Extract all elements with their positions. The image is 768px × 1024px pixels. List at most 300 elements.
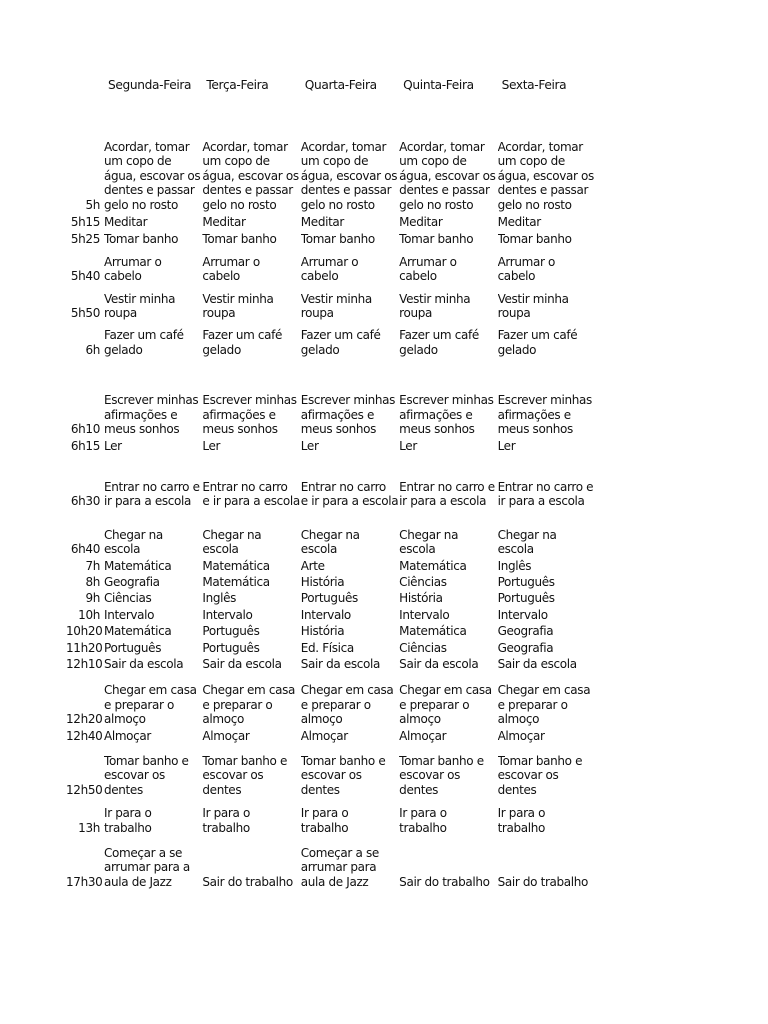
activity-line: Acordar, tomar: [300, 140, 387, 154]
time-cell: 6h40: [70, 542, 100, 557]
table-row: [66, 480, 606, 509]
activity-line: e preparar o: [497, 697, 568, 712]
activity-line: História: [399, 591, 443, 606]
activity-line: Ir para o: [202, 806, 250, 821]
activity-line: Português: [300, 591, 358, 606]
activity-cell: [498, 480, 596, 509]
table-row: [66, 140, 606, 212]
activity-line: Arte: [300, 558, 325, 573]
activity-cell: [104, 754, 202, 797]
activity-line: arrumar para a: [104, 860, 190, 875]
activity-line: e ir para a escola: [202, 494, 300, 509]
activity-line: afirmações e: [202, 407, 276, 422]
activity-line: Entrar no carro: [202, 479, 288, 494]
activity-line: Tomar banho: [202, 232, 277, 247]
activity-line: e preparar o: [399, 697, 470, 712]
activity-line: Fazer um café: [399, 328, 479, 343]
activity-line: almoço: [104, 712, 146, 727]
activity-cell: [498, 575, 596, 589]
activity-cell: [498, 754, 596, 797]
time-cell: 7h: [85, 558, 100, 573]
activity-line: almoço: [497, 712, 540, 727]
activity-cell: [498, 140, 596, 212]
table-row: [66, 846, 606, 889]
time-cell: 12h50: [66, 782, 103, 797]
activity-line: Chegar em casa: [399, 683, 492, 698]
activity-line: Fazer um café: [300, 328, 381, 343]
activity-cell: [399, 559, 497, 573]
table-row: [66, 575, 606, 589]
activity-cell: [301, 255, 399, 284]
activity-line: Entrar no carro: [300, 479, 386, 494]
activity-cell: [498, 232, 596, 246]
activity-line: um copo de: [399, 154, 467, 169]
time-cell: 6h10: [70, 422, 100, 437]
activity-line: Intervalo: [104, 607, 155, 622]
activity-cell: [104, 439, 202, 453]
activity-line: Chegar em casa: [202, 683, 296, 698]
activity-line: afirmações e: [104, 407, 178, 422]
activity-cell: [399, 255, 497, 284]
activity-cell: [399, 232, 497, 246]
activity-cell: [301, 480, 399, 509]
activity-line: Chegar na escola: [202, 527, 262, 557]
activity-line: Ler: [399, 438, 417, 453]
activity-line: Começar a se: [104, 846, 183, 861]
activity-cell: [301, 140, 399, 212]
activity-cell: [104, 528, 202, 557]
activity-line: Acordar, tomar: [399, 140, 485, 154]
schedule-table: [66, 72, 606, 889]
activity-line: Chegar na escola: [497, 527, 557, 557]
activity-line: Ir para o: [300, 806, 349, 821]
table-row: [66, 624, 606, 638]
activity-cell: [301, 393, 399, 436]
activity-cell: [202, 559, 300, 573]
activity-cell: [399, 624, 497, 638]
activity-cell: [498, 393, 596, 436]
activity-cell: [399, 641, 497, 655]
activity-line: escovar os: [202, 768, 264, 783]
activity-line: Matemática: [104, 558, 172, 573]
activity-line: meus sonhos: [104, 422, 180, 437]
activity-line: História: [300, 574, 345, 589]
activity-cell: [202, 806, 300, 835]
activity-cell: [202, 624, 300, 638]
activity-line: Ir para o: [399, 806, 447, 821]
activity-line: Ler: [300, 438, 319, 453]
activity-line: Geografia: [104, 574, 160, 589]
activity-cell: [301, 328, 399, 357]
activity-cell: [104, 806, 202, 835]
activity-line: Matemática: [104, 624, 172, 639]
activity-line: roupa: [497, 306, 531, 321]
activity-line: cabelo: [104, 269, 142, 284]
day-header: Quinta-Feira: [403, 77, 474, 92]
activity-cell: [202, 393, 300, 436]
activity-line: Arrumar o: [399, 254, 457, 269]
activity-line: Português: [202, 624, 260, 639]
activity-line: Sair da escola: [202, 656, 282, 671]
activity-cell: [104, 480, 202, 509]
activity-line: gelado: [104, 342, 143, 357]
time-cell: 5h40: [70, 269, 100, 284]
activity-cell: [104, 729, 202, 743]
day-header: Segunda-Feira: [108, 77, 192, 92]
activity-cell: [202, 608, 300, 622]
activity-line: trabalho: [104, 820, 152, 835]
activity-line: Inglês: [497, 558, 532, 573]
activity-line: meus sonhos: [399, 422, 475, 437]
time-cell: 12h10: [66, 656, 103, 671]
activity-line: cabelo: [497, 269, 536, 284]
activity-cell: [104, 683, 202, 726]
day-header: Terça-Feira: [206, 77, 269, 92]
time-cell: 5h50: [70, 306, 100, 321]
activity-line: afirmações e: [497, 407, 571, 422]
activity-cell: [104, 641, 202, 655]
activity-cell: [202, 657, 300, 671]
activity-cell: [498, 559, 596, 573]
activity-line: Ler: [202, 438, 221, 453]
activity-cell: [104, 657, 202, 671]
activity-line: trabalho: [300, 820, 349, 835]
time-cell: 6h30: [70, 494, 100, 509]
activity-line: Intervalo: [399, 607, 450, 622]
activity-line: Meditar: [497, 215, 541, 230]
activity-line: Entrar no carro e: [399, 479, 495, 494]
activity-line: Escrever minhas: [104, 393, 199, 408]
activity-line: um copo de: [202, 154, 270, 169]
table-row: [66, 608, 606, 622]
activity-cell: [399, 608, 497, 622]
activity-line: Arrumar o: [202, 254, 260, 269]
table-row: [66, 657, 606, 671]
activity-cell: [301, 846, 399, 889]
activity-line: gelado: [202, 342, 241, 357]
activity-line: gelado: [497, 342, 537, 357]
activity-line: Ir para o: [497, 806, 546, 821]
activity-line: Escrever minhas: [202, 393, 297, 408]
activity-line: Tomar banho e: [399, 754, 484, 768]
activity-line: Chegar na escola: [300, 527, 360, 557]
activity-cell: [104, 608, 202, 622]
activity-line: Matemática: [202, 574, 270, 589]
activity-line: roupa: [300, 306, 334, 321]
activity-cell: [104, 591, 202, 605]
time-cell: 5h15: [70, 215, 100, 230]
activity-cell: [301, 729, 399, 743]
activity-line: Ler: [104, 438, 122, 453]
table-row: [66, 806, 606, 835]
activity-line: Português: [497, 591, 555, 606]
activity-line: Almoçar: [202, 728, 250, 743]
activity-line: Geografia: [497, 640, 554, 655]
activity-line: ir para a escola: [399, 494, 487, 509]
activity-cell: [202, 232, 300, 246]
activity-line: Tomar banho: [497, 232, 572, 247]
activity-cell: [301, 439, 399, 453]
activity-line: escovar os: [399, 768, 461, 783]
time-cell: 6h15: [70, 438, 100, 453]
activity-line: dentes e passar: [202, 183, 293, 198]
activity-cell: [202, 575, 300, 589]
activity-cell: [301, 591, 399, 605]
activity-line: Português: [202, 640, 260, 655]
activity-cell: [301, 641, 399, 655]
activity-line: Almoçar: [300, 728, 348, 743]
table-row: [66, 528, 606, 557]
activity-cell: [399, 591, 497, 605]
activity-line: Tomar banho e: [497, 754, 583, 768]
activity-line: meus sonhos: [202, 422, 278, 437]
activity-line: Ciências: [104, 591, 152, 606]
time-cell: 10h: [78, 607, 100, 622]
activity-line: gelo no rosto: [300, 197, 375, 212]
activity-line: gelo no rosto: [497, 197, 572, 212]
activity-line: afirmações e: [399, 407, 473, 422]
activity-line: Meditar: [104, 215, 148, 230]
activity-line: Sair da escola: [497, 656, 577, 671]
activity-line: Ler: [497, 438, 516, 453]
activity-line: escovar os: [497, 768, 559, 783]
activity-line: Ciências: [399, 574, 447, 589]
activity-line: ir para a escola: [104, 494, 191, 509]
activity-cell: [498, 641, 596, 655]
activity-line: Matemática: [202, 558, 270, 573]
activity-line: Vestir minha: [300, 291, 372, 306]
activity-line: Escrever minhas: [399, 393, 494, 408]
activity-cell: [301, 292, 399, 321]
activity-line: Intervalo: [300, 607, 351, 622]
activity-line: Tomar banho: [300, 232, 375, 247]
activity-line: roupa: [104, 306, 137, 321]
activity-cell: [104, 215, 202, 229]
activity-line: Vestir minha: [497, 291, 569, 306]
activity-line: Sair do trabalho: [497, 874, 589, 889]
activity-line: Chegar em casa: [497, 683, 591, 698]
table-row: [66, 559, 606, 573]
activity-cell: [399, 575, 497, 589]
activity-line: dentes: [202, 782, 242, 797]
activity-line: Acordar, tomar: [104, 140, 190, 154]
activity-line: Entrar no carro e: [497, 479, 594, 494]
activity-line: Inglês: [202, 591, 237, 606]
activity-line: e preparar o: [104, 697, 175, 712]
activity-cell: [498, 875, 596, 889]
activity-line: Ir para o: [104, 806, 152, 821]
activity-cell: [399, 328, 497, 357]
activity-cell: [104, 328, 202, 357]
table-row: [66, 683, 606, 726]
activity-cell: [498, 729, 596, 743]
activity-cell: [202, 215, 300, 229]
activity-line: trabalho: [497, 820, 546, 835]
activity-line: Começar a se: [300, 846, 379, 861]
activity-cell: [498, 657, 596, 671]
activity-line: água, escovar os: [399, 168, 496, 183]
activity-line: dentes: [300, 782, 340, 797]
activity-line: Arrumar o: [497, 254, 556, 269]
activity-cell: [202, 480, 300, 509]
activity-line: Vestir minha: [399, 291, 471, 306]
activity-line: Escrever minhas: [497, 393, 592, 408]
activity-cell: [301, 215, 399, 229]
activity-line: água, escovar os: [497, 168, 594, 183]
activity-line: água, escovar os: [104, 168, 201, 183]
activity-line: e preparar o: [300, 697, 371, 712]
schedule-rows: [66, 140, 606, 889]
activity-cell: [202, 754, 300, 797]
activity-line: aula de Jazz: [300, 874, 369, 889]
activity-line: Arrumar o: [104, 254, 162, 269]
activity-line: Geografia: [497, 624, 554, 639]
activity-line: trabalho: [202, 820, 250, 835]
time-cell: 11h20: [66, 640, 103, 655]
activity-line: Tomar banho: [104, 232, 179, 247]
activity-cell: [498, 439, 596, 453]
activity-line: História: [300, 624, 345, 639]
activity-line: um copo de: [300, 154, 369, 169]
activity-line: Tomar banho e: [300, 754, 386, 768]
activity-line: Meditar: [202, 215, 246, 230]
activity-line: cabelo: [300, 269, 339, 284]
table-row: [66, 754, 606, 797]
activity-line: Almoçar: [104, 728, 152, 743]
activity-line: Fazer um café: [202, 328, 283, 343]
activity-line: dentes e passar: [300, 183, 392, 198]
activity-line: Sair da escola: [399, 656, 479, 671]
activity-line: almoço: [399, 712, 441, 727]
activity-cell: [301, 657, 399, 671]
activity-cell: [202, 729, 300, 743]
activity-line: Meditar: [399, 215, 443, 230]
activity-cell: [104, 140, 202, 212]
activity-line: Acordar, tomar: [202, 140, 288, 154]
activity-line: Tomar banho: [399, 232, 474, 247]
activity-cell: [202, 328, 300, 357]
activity-line: um copo de: [497, 154, 565, 169]
activity-line: meus sonhos: [497, 422, 573, 437]
activity-cell: [498, 328, 596, 357]
activity-cell: [399, 528, 497, 557]
activity-line: Português: [104, 640, 162, 655]
activity-cell: [202, 439, 300, 453]
activity-cell: [202, 641, 300, 655]
activity-cell: [301, 608, 399, 622]
activity-line: dentes: [104, 782, 143, 797]
time-cell: 8h: [85, 574, 100, 589]
activity-line: Fazer um café: [104, 328, 184, 343]
table-row: [66, 393, 606, 436]
table-row: [66, 729, 606, 743]
activity-cell: [399, 439, 497, 453]
activity-line: dentes e passar: [497, 183, 589, 198]
activity-cell: [399, 683, 497, 726]
activity-line: gelado: [300, 342, 340, 357]
time-cell: 5h25: [70, 232, 100, 247]
table-row: [66, 641, 606, 655]
activity-cell: [202, 683, 300, 726]
activity-line: Sair da escola: [104, 656, 184, 671]
activity-line: gelado: [399, 342, 438, 357]
activity-cell: [301, 624, 399, 638]
activity-cell: [202, 528, 300, 557]
activity-cell: [498, 528, 596, 557]
activity-cell: [202, 591, 300, 605]
activity-cell: [301, 754, 399, 797]
activity-cell: [498, 292, 596, 321]
time-cell: 17h30: [66, 874, 103, 889]
activity-line: escovar os: [104, 768, 165, 783]
activity-cell: [104, 846, 202, 889]
activity-cell: [399, 292, 497, 321]
activity-cell: [498, 215, 596, 229]
activity-line: Chegar em casa: [300, 683, 394, 698]
activity-cell: [498, 624, 596, 638]
activity-line: Vestir minha: [104, 291, 176, 306]
activity-line: Sair da escola: [300, 656, 380, 671]
activity-cell: [399, 875, 497, 889]
activity-cell: [104, 559, 202, 573]
table-row: [66, 215, 606, 229]
day-header: Quarta-Feira: [304, 77, 377, 92]
activity-line: água, escovar os: [300, 168, 398, 183]
activity-line: afirmações e: [300, 407, 375, 422]
activity-line: gelo no rosto: [202, 197, 277, 212]
activity-line: aula de Jazz: [104, 874, 172, 889]
activity-line: cabelo: [202, 269, 240, 284]
activity-cell: [301, 232, 399, 246]
activity-cell: [498, 591, 596, 605]
activity-line: arrumar para: [300, 860, 377, 875]
activity-cell: [301, 806, 399, 835]
activity-line: Almoçar: [497, 728, 545, 743]
activity-line: um copo de: [104, 154, 172, 169]
table-row: [66, 591, 606, 605]
activity-line: Vestir minha: [202, 291, 274, 306]
activity-cell: [399, 480, 497, 509]
activity-line: Matemática: [399, 558, 467, 573]
activity-cell: [104, 255, 202, 284]
table-row: [66, 292, 606, 321]
activity-cell: [399, 806, 497, 835]
activity-line: Ciências: [399, 640, 447, 655]
activity-line: Português: [497, 574, 555, 589]
activity-cell: [202, 292, 300, 321]
time-cell: 12h40: [66, 728, 103, 743]
activity-cell: [399, 657, 497, 671]
table-row: [66, 439, 606, 453]
activity-cell: [104, 575, 202, 589]
activity-line: roupa: [399, 306, 433, 321]
time-cell: 9h: [85, 591, 100, 606]
activity-cell: [399, 729, 497, 743]
activity-line: trabalho: [399, 820, 447, 835]
activity-cell: [399, 754, 497, 797]
activity-line: ir para a escola: [497, 494, 585, 509]
activity-line: Sair do trabalho: [202, 874, 293, 889]
activity-line: gelo no rosto: [104, 197, 179, 212]
activity-cell: [399, 140, 497, 212]
activity-line: gelo no rosto: [399, 197, 474, 212]
time-cell: 12h20: [66, 712, 103, 727]
activity-line: Entrar no carro e: [104, 479, 200, 494]
activity-line: dentes e passar: [399, 183, 490, 198]
activity-line: meus sonhos: [300, 422, 377, 437]
activity-cell: [399, 215, 497, 229]
time-cell: 10h20: [66, 624, 103, 639]
